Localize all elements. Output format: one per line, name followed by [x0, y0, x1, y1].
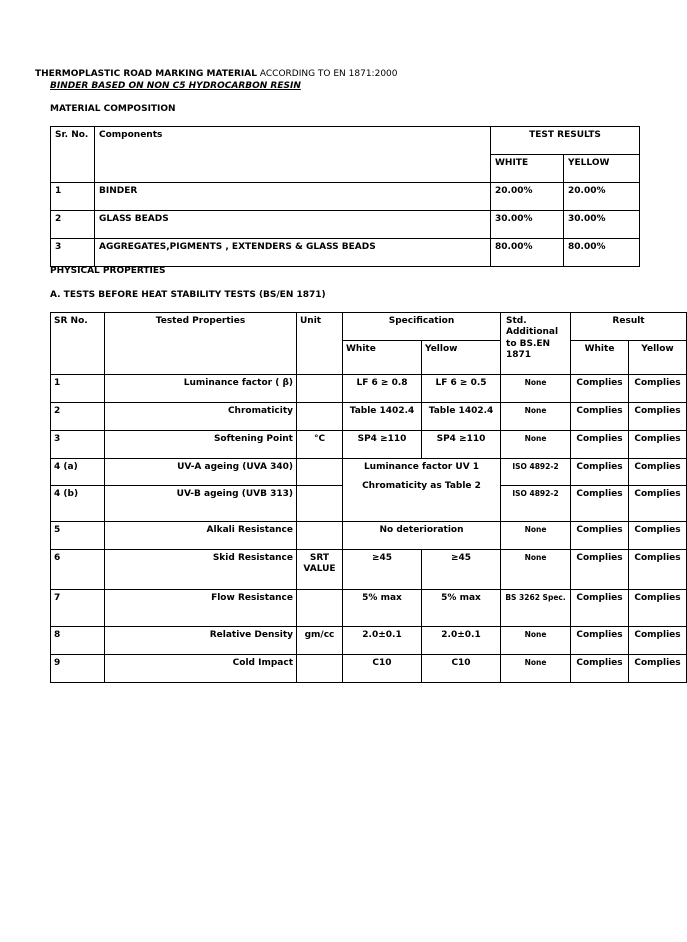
row-component: GLASS BEADS	[95, 211, 491, 239]
row-spec-white: 5% max	[343, 590, 422, 627]
row-std: None	[501, 403, 571, 431]
row-white: 80.00%	[491, 239, 564, 267]
col-srno: Sr. No.	[51, 127, 95, 183]
col-result-white: White	[571, 341, 629, 375]
row-sr: 8	[51, 627, 105, 655]
document-subtitle: BINDER BASED ON NON C5 HYDROCARBON RESIN	[50, 81, 301, 91]
row-std: BS 3262 Spec.	[501, 590, 571, 627]
row-spec-yellow: SP4 ≥110	[422, 431, 501, 459]
row-result-white: Complies	[571, 550, 629, 590]
row-result-yellow: Complies	[629, 590, 687, 627]
row-result-yellow: Complies	[629, 655, 687, 683]
uv-specification	[343, 459, 501, 522]
col-sr: SR No.	[51, 313, 105, 375]
row-result-yellow: Complies	[629, 403, 687, 431]
col-result-yellow: Yellow	[629, 341, 687, 375]
row-result-white: Complies	[571, 522, 629, 550]
row-result-yellow: Complies	[629, 550, 687, 590]
row-spec-white: ≥45	[343, 550, 422, 590]
table-row	[51, 522, 687, 550]
physical-subheading: A. TESTS BEFORE HEAT STABILITY TESTS (BS/EN 1871)	[50, 290, 326, 300]
physical-properties-table	[50, 312, 687, 683]
row-property: Chromaticity	[105, 403, 297, 431]
composition-table	[50, 126, 640, 267]
row-sr: 4 (b)	[51, 486, 105, 522]
col-std-label: Std. Additional to BS.EN 1871	[506, 316, 559, 360]
col-std-additional	[501, 313, 571, 375]
physical-heading: PHYSICAL PROPERTIES	[50, 266, 166, 276]
row-result-yellow: Complies	[629, 627, 687, 655]
row-component: BINDER	[95, 183, 491, 211]
row-unit	[297, 459, 343, 486]
row-result-white: Complies	[571, 375, 629, 403]
row-spec-white: 2.0±0.1	[343, 627, 422, 655]
row-property: Cold Impact	[105, 655, 297, 683]
row-component: AGGREGATES,PIGMENTS , EXTENDERS & GLASS BEADS	[95, 239, 491, 267]
row-property: Luminance factor ( β)	[105, 375, 297, 403]
table-row	[51, 459, 687, 486]
row-property: Flow Resistance	[105, 590, 297, 627]
col-unit: Unit	[297, 313, 343, 375]
row-yellow: 30.00%	[564, 211, 640, 239]
row-property: Skid Resistance	[105, 550, 297, 590]
col-tested-properties: Tested Properties	[105, 313, 297, 375]
row-result-white: Complies	[571, 655, 629, 683]
row-std: ISO 4892-2	[501, 459, 571, 486]
row-std: None	[501, 375, 571, 403]
table-row	[51, 239, 640, 267]
row-spec-yellow: C10	[422, 655, 501, 683]
table-row	[51, 627, 687, 655]
row-no: 3	[51, 239, 95, 267]
row-unit: °C	[297, 431, 343, 459]
row-property: Alkali Resistance	[105, 522, 297, 550]
row-result-yellow: Complies	[629, 459, 687, 486]
table-row	[51, 550, 687, 590]
col-white: WHITE	[491, 155, 564, 183]
col-spec-yellow: Yellow	[422, 341, 501, 375]
composition-heading: MATERIAL COMPOSITION	[50, 104, 176, 114]
row-sr: 6	[51, 550, 105, 590]
row-unit	[297, 403, 343, 431]
row-unit	[297, 655, 343, 683]
table-row	[51, 403, 687, 431]
row-std: None	[501, 550, 571, 590]
row-sr: 9	[51, 655, 105, 683]
row-spec-yellow: 2.0±0.1	[422, 627, 501, 655]
row-result-white: Complies	[571, 627, 629, 655]
document-title	[35, 69, 398, 79]
row-spec-white: SP4 ≥110	[343, 431, 422, 459]
row-result-yellow: Complies	[629, 431, 687, 459]
row-spec: No deterioration	[343, 522, 501, 550]
row-spec-yellow: Table 1402.4	[422, 403, 501, 431]
row-sr: 7	[51, 590, 105, 627]
row-unit	[297, 375, 343, 403]
row-std: ISO 4892-2	[501, 486, 571, 522]
uv-spec-line2: Chromaticity as Table 2	[362, 481, 481, 492]
row-unit	[297, 486, 343, 522]
table-row	[51, 655, 687, 683]
row-unit: SRT VALUE	[297, 550, 343, 590]
row-no: 2	[51, 211, 95, 239]
col-test-results: TEST RESULTS	[491, 127, 640, 155]
row-white: 30.00%	[491, 211, 564, 239]
row-sr: 2	[51, 403, 105, 431]
row-white: 20.00%	[491, 183, 564, 211]
row-sr: 1	[51, 375, 105, 403]
table-row	[51, 183, 640, 211]
document-title-standard: ACCORDING TO EN 1871:2000	[259, 69, 398, 79]
row-unit	[297, 590, 343, 627]
col-yellow: YELLOW	[564, 155, 640, 183]
col-components: Components	[95, 127, 491, 183]
col-specification: Specification	[343, 313, 501, 341]
row-std: None	[501, 431, 571, 459]
row-result-white: Complies	[571, 590, 629, 627]
row-spec-yellow: ≥45	[422, 550, 501, 590]
uv-spec-line1: Luminance factor UV 1	[363, 462, 480, 472]
row-yellow: 20.00%	[564, 183, 640, 211]
table-row	[51, 431, 687, 459]
row-property: UV-B ageing (UVB 313)	[105, 486, 297, 522]
row-result-yellow: Complies	[629, 375, 687, 403]
row-sr: 4 (a)	[51, 459, 105, 486]
col-spec-white: White	[343, 341, 422, 375]
row-spec-yellow: LF 6 ≥ 0.5	[422, 375, 501, 403]
row-result-white: Complies	[571, 459, 629, 486]
row-sr: 3	[51, 431, 105, 459]
row-no: 1	[51, 183, 95, 211]
row-property: Relative Density	[105, 627, 297, 655]
row-result-yellow: Complies	[629, 486, 687, 522]
row-unit: gm/cc	[297, 627, 343, 655]
row-result-white: Complies	[571, 403, 629, 431]
row-spec-white: C10	[343, 655, 422, 683]
row-result-white: Complies	[571, 431, 629, 459]
row-yellow: 80.00%	[564, 239, 640, 267]
row-unit	[297, 522, 343, 550]
row-std: None	[501, 627, 571, 655]
row-spec-white: Table 1402.4	[343, 403, 422, 431]
table-row	[51, 211, 640, 239]
row-spec-yellow: 5% max	[422, 590, 501, 627]
row-std: None	[501, 522, 571, 550]
row-spec-white: LF 6 ≥ 0.8	[343, 375, 422, 403]
table-row	[51, 590, 687, 627]
document-title-bold: THERMOPLASTIC ROAD MARKING MATERIAL	[35, 69, 257, 79]
row-result-white: Complies	[571, 486, 629, 522]
row-sr: 5	[51, 522, 105, 550]
row-property: UV-A ageing (UVA 340)	[105, 459, 297, 486]
row-result-yellow: Complies	[629, 522, 687, 550]
table-row	[51, 375, 687, 403]
row-property: Softening Point	[105, 431, 297, 459]
row-std: None	[501, 655, 571, 683]
col-result: Result	[571, 313, 687, 341]
